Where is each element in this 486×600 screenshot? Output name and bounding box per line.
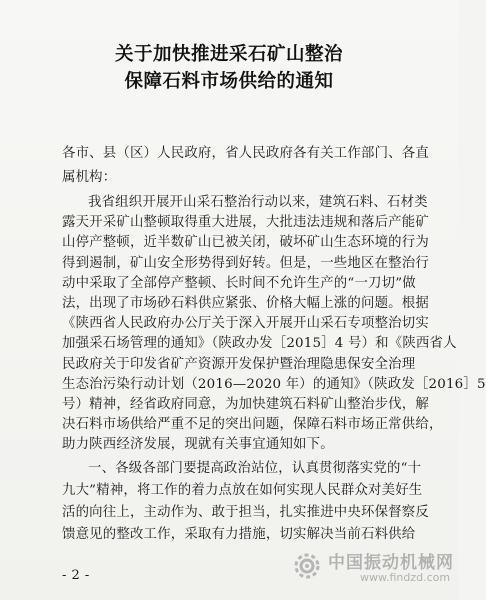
paragraph-line: 活的向往上，主动作为、敢于担当，扎实推进中央环保督察反 <box>62 505 429 520</box>
paragraph-line: 号）精神，经省政府同意，为加快建筑石料矿山整治步伐，解 <box>62 396 429 412</box>
paragraph-line: 加强采石场管理的通知》（陕政办发［2015］4 号）和《陕西省人 <box>62 336 457 352</box>
paragraph-line: 动中采取了全部停产整顿、长时间不允许生产的“一刀切”做 <box>62 275 416 291</box>
paragraph-line: 山停产整顿，近半数矿山已被关闭，破坏矿山生态环境的行为 <box>62 235 429 251</box>
paragraph-1 <box>62 193 486 455</box>
paragraph-line: 决石料市场供给严重不足的突出问题，保障石料市场正常供给， <box>62 417 443 433</box>
paragraph-2 <box>62 458 429 546</box>
paragraph-line: 一、各级各部门要提高政治站位，认真贯彻落实党的“十 <box>88 461 422 476</box>
paragraph-line: 我省组织开展开山采石整治行动以来，建筑石料、石材类 <box>88 195 428 210</box>
paragraph-line: 得到遏制，矿山安全形势得到好转。但是，一些地区在整治行 <box>62 255 429 271</box>
addressee <box>62 141 429 189</box>
paragraph-line: 民政府关于印发省矿产资源开发保护暨治理隐患保安全治理 <box>62 356 416 372</box>
addressee-line-2: 属机构： <box>62 170 117 185</box>
paragraph-line: 九大”精神，将工作的着力点放在如何实现人民群众对美好生 <box>62 483 423 498</box>
paragraph-line: 助力陕西经济发展，现就有关事宜通知如下。 <box>62 437 334 453</box>
watermark-site-name: 中国振动机械网 <box>328 553 454 573</box>
paragraph-line: 《陕西省人民政府办公厅关于深入开展开山采石专项整治切实 <box>62 316 429 332</box>
site-watermark <box>292 547 452 593</box>
watermark-url: www.findzd.com <box>360 571 451 584</box>
addressee-line-1: 各市、县（区）人民政府，省人民政府各有关工作部门、各直 <box>62 146 429 161</box>
page-number: - 2 - <box>62 568 90 583</box>
gear-logo-icon <box>292 551 322 581</box>
paragraph-line: 馈意见的整改工作，采取有力措施，切实解决当前石料供给 <box>62 527 416 542</box>
paragraph-line: 法，出现了市场砂石料供应紧张、价格大幅上涨的问题。根据 <box>62 295 429 311</box>
paragraph-line: 生态治污染行动计划（2016—2020 年）的通知》（陕政发［2016］5 <box>62 376 486 392</box>
document-title-line-2: 保障石料市场供给的通知 <box>124 71 334 92</box>
document-title-line-1: 关于加快推进采石矿山整治 <box>114 44 343 65</box>
paragraph-line: 露天开采矿山整顿取得重大进展，大批违法违规和落后产能矿 <box>62 215 429 231</box>
